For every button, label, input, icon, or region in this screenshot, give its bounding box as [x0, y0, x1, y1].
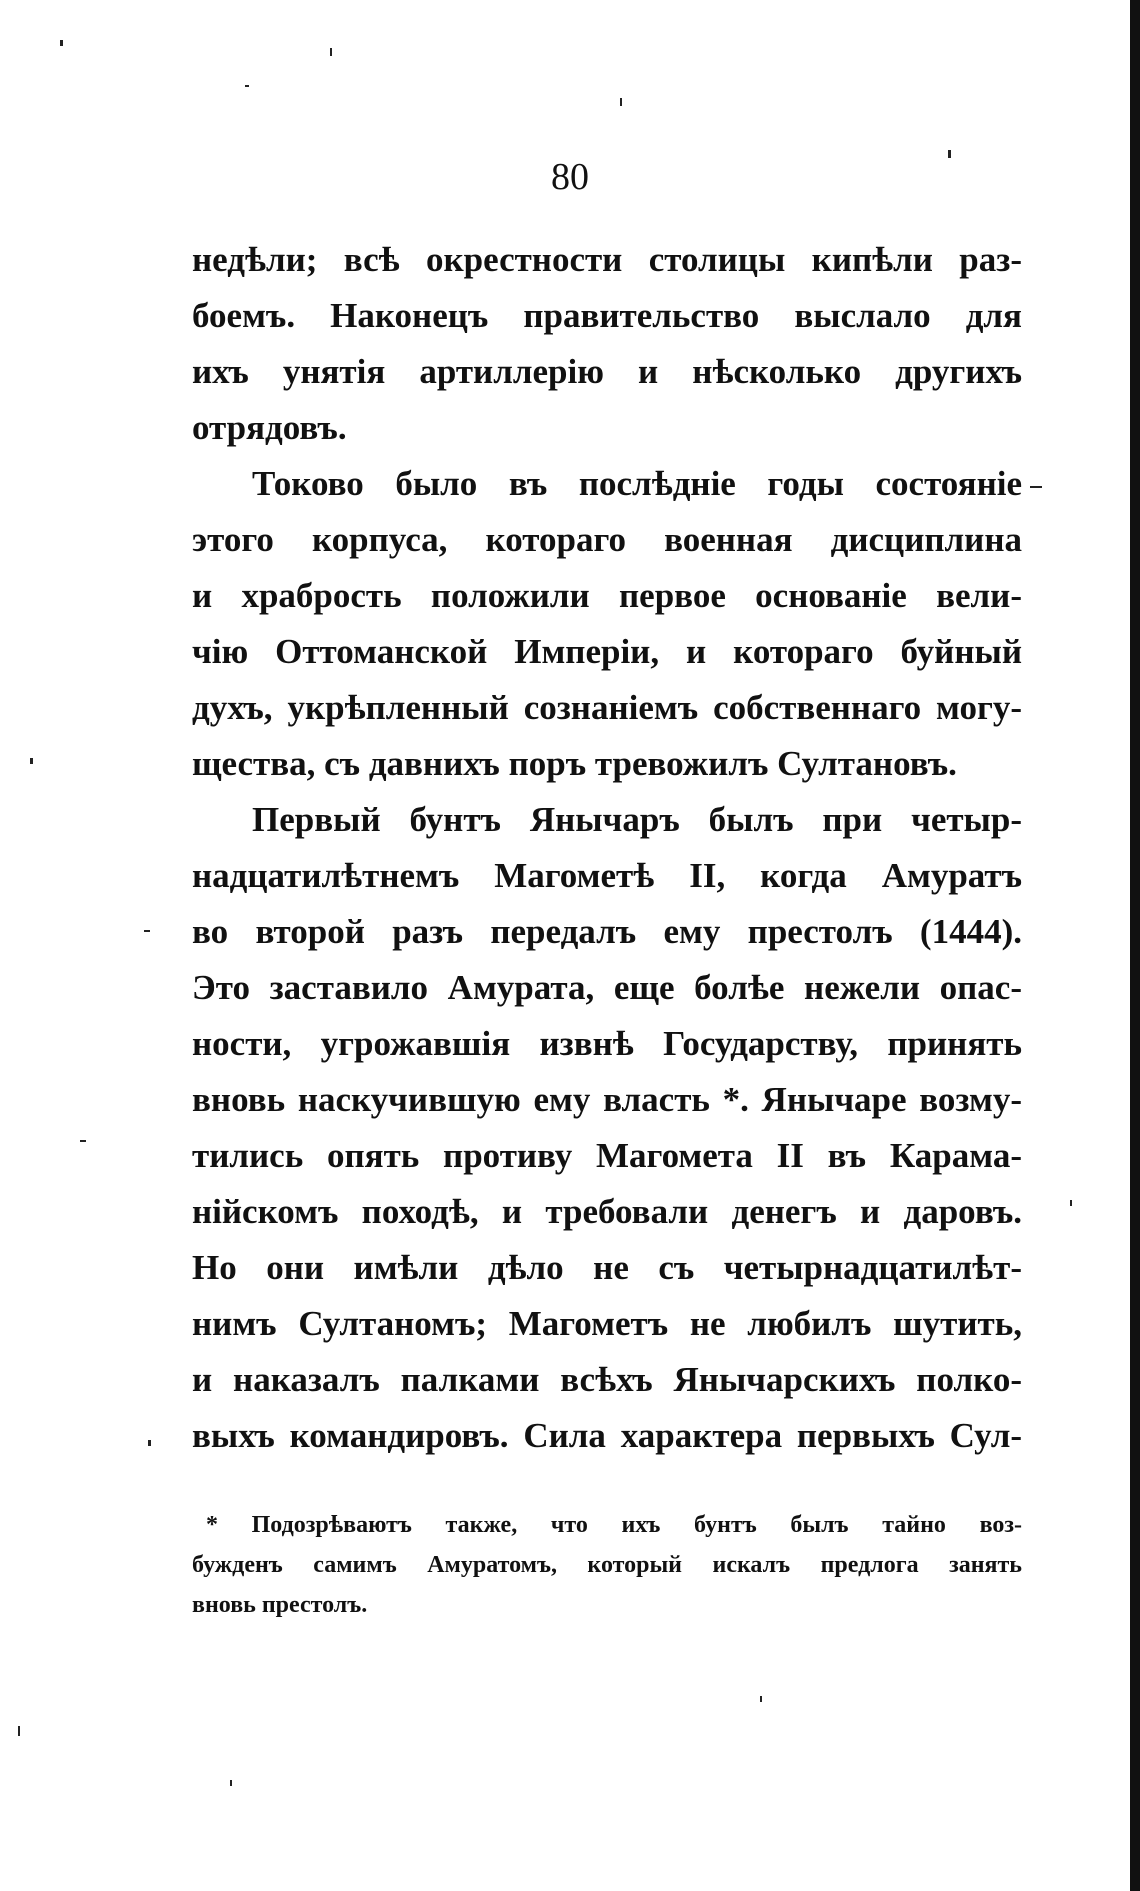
- scan-speck: [148, 1440, 151, 1446]
- text-line: Но они имѣли дѣло не съ четырнадцатилѣт-: [192, 1248, 1022, 1287]
- scan-speck: [18, 1726, 20, 1736]
- text-line: боемъ. Наконецъ правительство выслало для: [192, 296, 1022, 335]
- paragraph-start-line: Первый бунтъ Янычаръ былъ при четыр-: [252, 800, 1022, 839]
- scan-speck: [1070, 1200, 1072, 1206]
- scan-speck: [1030, 486, 1042, 488]
- scan-speck: [30, 758, 33, 764]
- text-line: надцатилѣтнемъ Магометѣ II, когда Амуратъ: [192, 856, 1022, 895]
- scan-speck: [80, 1140, 86, 1142]
- scan-speck: [245, 85, 249, 87]
- text-line: и храбрость положили первое основаніе вели-: [192, 576, 1022, 615]
- text-line: во второй разъ передалъ ему престолъ (1444).: [192, 912, 1022, 951]
- text-line: этого корпуса, котораго военная дисциплина: [192, 520, 1022, 559]
- footnote-line: * Подозрѣваютъ также, что ихъ бунтъ былъ тайно воз-: [206, 1512, 1022, 1538]
- page-number: 80: [551, 156, 589, 198]
- footnote-line: бужденъ самимъ Амуратомъ, который искалъ предлога занять: [192, 1552, 1022, 1578]
- body-text: [192, 232, 1022, 1464]
- text-line: недѣли; всѣ окрестности столицы кипѣли раз-: [192, 240, 1022, 279]
- text-line: выхъ командировъ. Сила характера первыхъ Сул-: [192, 1416, 1022, 1455]
- footnote: [192, 1505, 1022, 1625]
- scan-speck: [230, 1780, 232, 1786]
- scan-speck: [330, 48, 332, 56]
- scan-speck: [760, 1696, 762, 1702]
- page-edge-shadow: [1130, 0, 1140, 1891]
- text-line: духъ, укрѣпленный сознаніемъ собственнаго могу-: [192, 688, 1022, 727]
- paragraph-start-line: Токово было въ послѣдніе годы состояніе: [252, 464, 1022, 503]
- text-line: чію Оттоманской Имперіи, и котораго буйный: [192, 632, 1022, 671]
- scan-speck: [60, 40, 63, 46]
- text-line: тились опять противу Магомета II въ Карама-: [192, 1136, 1022, 1175]
- scan-speck: [948, 150, 951, 158]
- text-line: ности, угрожавшія извнѣ Государству, принять: [192, 1024, 1022, 1063]
- text-line: Это заставило Амурата, еще болѣе нежели опас-: [192, 968, 1022, 1007]
- text-line: отрядовъ.: [192, 408, 347, 447]
- scan-speck: [144, 930, 150, 932]
- text-line: нимъ Султаномъ; Магометъ не любилъ шутить,: [192, 1304, 1022, 1343]
- text-line: вновь наскучившую ему власть *. Янычаре возму-: [192, 1080, 1022, 1119]
- text-line: ихъ унятія артиллерію и нѣсколько другихъ: [192, 352, 1022, 391]
- footnote-line: вновь престолъ.: [192, 1592, 368, 1618]
- scan-speck: [620, 98, 622, 106]
- text-line: и наказалъ палками всѣхъ Янычарскихъ полко-: [192, 1360, 1022, 1399]
- text-line: щества, съ давнихъ поръ тревожилъ Султановъ.: [192, 744, 957, 783]
- text-line: нійскомъ походѣ, и требовали денегъ и даровъ.: [192, 1192, 1022, 1231]
